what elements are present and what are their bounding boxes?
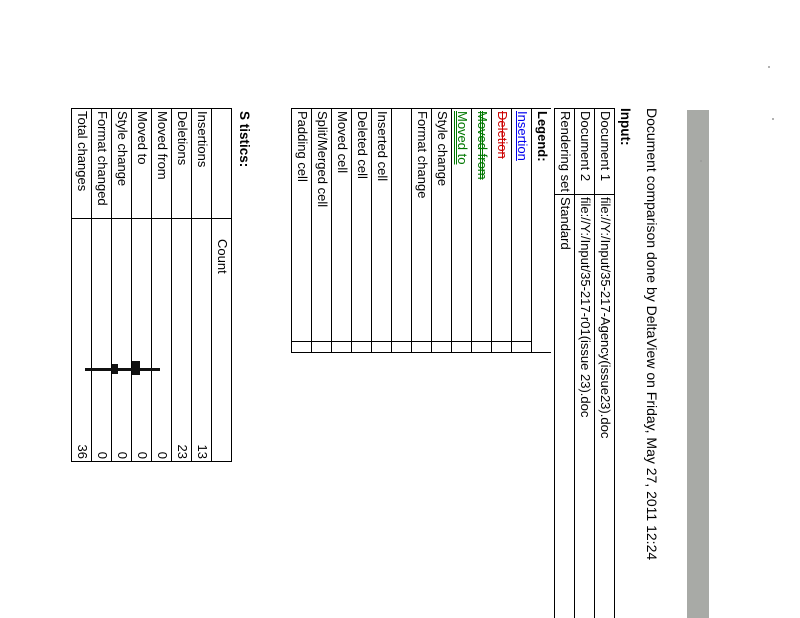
smudge-mark bbox=[112, 364, 118, 374]
legend-row bbox=[372, 109, 392, 353]
stat-name: Format changed bbox=[92, 109, 112, 219]
legend-moved-to: Moved to bbox=[454, 111, 470, 165]
stat-count: 0 bbox=[112, 219, 132, 462]
stat-name: Insertions bbox=[192, 109, 212, 219]
legend-style-change: Style change bbox=[432, 109, 452, 342]
legend-swatch bbox=[332, 341, 352, 353]
legend-deletion: Deletion bbox=[494, 111, 510, 159]
table-row bbox=[172, 109, 192, 462]
legend-title: Legend: bbox=[532, 109, 552, 353]
legend-split-merged-cell: Split/Merged cell bbox=[312, 109, 332, 342]
stat-count: 0 bbox=[132, 219, 152, 462]
legend-row bbox=[332, 109, 352, 353]
legend-swatch bbox=[352, 341, 372, 353]
input-key: Document 1 bbox=[595, 109, 615, 195]
table-row bbox=[72, 109, 92, 462]
legend-padding-cell: Padding cell bbox=[292, 109, 312, 342]
stat-name: Moved from bbox=[152, 109, 172, 219]
table-row bbox=[532, 109, 552, 353]
table-row bbox=[192, 109, 212, 462]
input-table bbox=[554, 108, 615, 618]
table-row bbox=[555, 109, 575, 618]
stat-count: 0 bbox=[152, 219, 172, 462]
legend-table bbox=[291, 108, 551, 353]
legend-row bbox=[312, 109, 332, 353]
input-value: file://Y:/Input/35-217-r01(issue 23).doc bbox=[575, 194, 595, 618]
legend-swatch bbox=[312, 341, 332, 353]
statistics-title: S tistics: bbox=[237, 111, 252, 168]
scan-speck bbox=[700, 160, 702, 162]
stat-name: Style change bbox=[112, 109, 132, 219]
count-header: Count bbox=[212, 219, 232, 462]
input-key: Document 2 bbox=[575, 109, 595, 195]
table-row bbox=[595, 109, 615, 618]
stat-name: Moved to bbox=[132, 109, 152, 219]
legend-insertion: Insertion bbox=[514, 111, 530, 161]
stat-count: 13 bbox=[192, 219, 212, 462]
stat-name: Deletions bbox=[172, 109, 192, 219]
table-row bbox=[152, 109, 172, 462]
comparison-title: Document comparison done by DeltaView on Friday, May 27, 2011 12:24 bbox=[644, 108, 660, 561]
legend-row bbox=[352, 109, 372, 353]
legend-row bbox=[512, 109, 532, 353]
table-row bbox=[212, 109, 232, 462]
table-row bbox=[112, 109, 132, 462]
scan-speck bbox=[768, 66, 770, 68]
legend-format-change: Format change bbox=[412, 109, 432, 342]
legend-row bbox=[392, 109, 412, 353]
smudge-mark bbox=[85, 368, 160, 371]
scan-smudge bbox=[60, 346, 180, 406]
legend-row bbox=[452, 109, 472, 353]
input-key: Rendering set bbox=[555, 109, 575, 195]
legend-row bbox=[472, 109, 492, 353]
legend-row bbox=[492, 109, 512, 353]
table-row bbox=[132, 109, 152, 462]
legend-row bbox=[412, 109, 432, 353]
table-row bbox=[92, 109, 112, 462]
legend-moved-from: Moved from bbox=[474, 111, 490, 180]
legend-swatch bbox=[292, 341, 312, 353]
input-value: file://Y:/Input/35-217-Agency(issue23).doc bbox=[595, 194, 615, 618]
legend-inserted-cell: Inserted cell bbox=[372, 109, 392, 342]
table-row bbox=[575, 109, 595, 618]
legend-swatch bbox=[372, 341, 392, 353]
stat-count: 0 bbox=[92, 219, 112, 462]
input-section-title: Input: bbox=[618, 108, 633, 146]
legend-row bbox=[432, 109, 452, 353]
stat-count: 23 bbox=[172, 219, 192, 462]
stat-count: 36 bbox=[72, 219, 92, 462]
stat-name: Total changes bbox=[72, 109, 92, 219]
smudge-mark bbox=[132, 361, 140, 375]
scanner-edge-strip bbox=[687, 110, 709, 618]
scan-speck bbox=[772, 118, 774, 120]
legend-deleted-cell: Deleted cell bbox=[352, 109, 372, 342]
legend-moved-cell: Moved cell bbox=[332, 109, 352, 342]
input-value: Standard bbox=[555, 194, 575, 618]
statistics-table bbox=[71, 108, 232, 462]
legend-row bbox=[292, 109, 312, 353]
rotated-document bbox=[70, 108, 660, 618]
legend-blank bbox=[392, 109, 412, 342]
